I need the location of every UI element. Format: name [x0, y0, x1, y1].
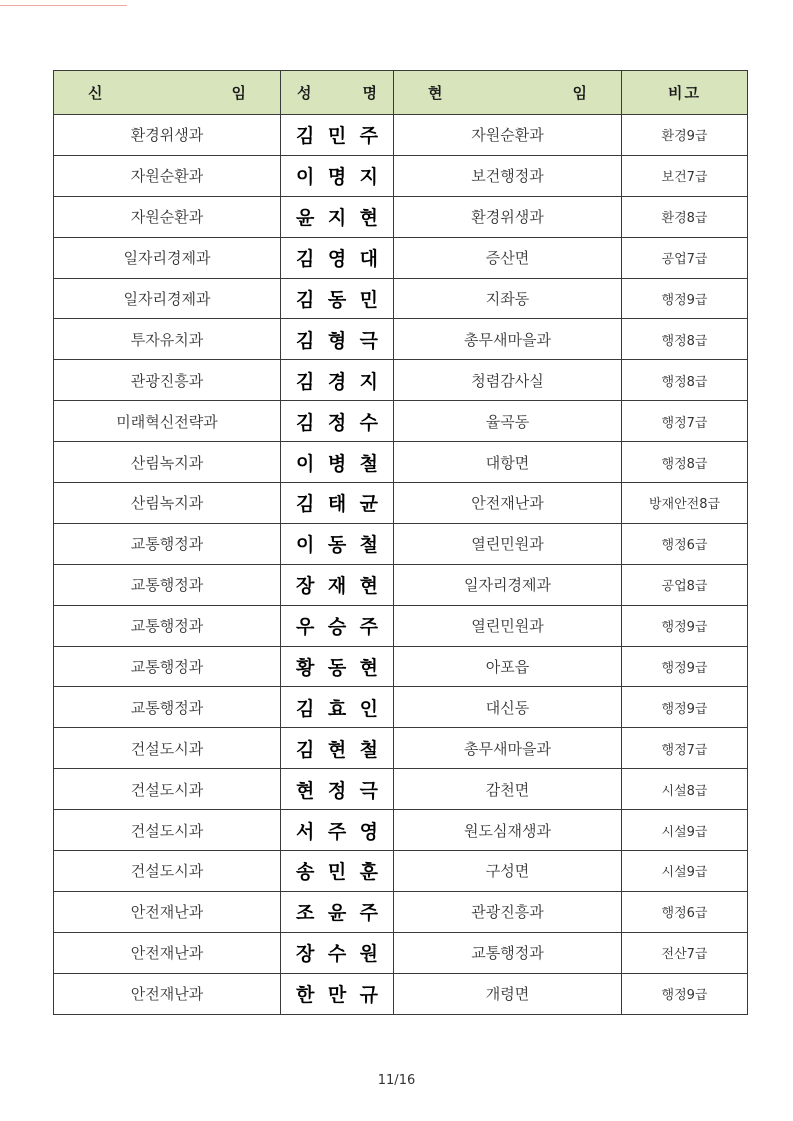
name-char: 김 — [296, 411, 315, 434]
name-char: 현 — [359, 575, 378, 598]
new-post-cell: 안전재난과 — [54, 932, 281, 973]
new-post-cell: 미래혁신전략과 — [54, 401, 281, 442]
name-char: 현 — [359, 657, 378, 680]
current-post-cell: 원도심재생과 — [394, 810, 622, 851]
new-post-cell: 환경위생과 — [54, 115, 281, 156]
note-cell: 행정6급 — [622, 891, 748, 932]
current-post-cell: 지좌동 — [394, 278, 622, 319]
name-char: 수 — [327, 943, 347, 966]
name-char: 정 — [327, 411, 347, 434]
name-characters — [281, 530, 393, 557]
new-post-cell: 건설도시과 — [54, 810, 281, 851]
name-char: 김 — [296, 248, 315, 271]
name-cell — [281, 319, 394, 360]
note-cell: 공업7급 — [622, 237, 748, 278]
name-char: 인 — [359, 697, 378, 720]
new-post-cell: 교통행정과 — [54, 605, 281, 646]
name-char: 극 — [359, 329, 378, 352]
name-char: 송 — [296, 861, 315, 884]
note-cell: 환경9급 — [622, 115, 748, 156]
name-characters — [281, 285, 393, 312]
header-note — [622, 71, 748, 115]
table-row — [54, 442, 748, 483]
table-row — [54, 646, 748, 687]
table-row — [54, 851, 748, 892]
new-post-cell: 자원순환과 — [54, 196, 281, 237]
note-cell: 공업8급 — [622, 564, 748, 605]
name-char: 이 — [296, 534, 315, 557]
name-characters — [281, 489, 393, 516]
current-post-cell: 율곡동 — [394, 401, 622, 442]
name-char: 지 — [359, 370, 378, 393]
name-characters — [281, 408, 393, 435]
table-row — [54, 891, 748, 932]
new-post-cell: 건설도시과 — [54, 851, 281, 892]
name-char: 정 — [327, 779, 347, 802]
name-cell — [281, 237, 394, 278]
name-characters — [281, 121, 393, 148]
header-current-post-char: 임 — [572, 84, 587, 102]
table-row — [54, 319, 748, 360]
name-char: 김 — [296, 329, 315, 352]
current-post-cell: 열린민원과 — [394, 605, 622, 646]
name-char: 영 — [327, 248, 347, 271]
current-post-cell: 대신동 — [394, 687, 622, 728]
name-characters — [281, 571, 393, 598]
name-cell — [281, 891, 394, 932]
name-cell — [281, 442, 394, 483]
name-cell — [281, 360, 394, 401]
note-cell: 행정9급 — [622, 278, 748, 319]
note-cell: 환경8급 — [622, 196, 748, 237]
name-char: 김 — [296, 738, 315, 761]
name-char: 이 — [296, 452, 315, 475]
note-cell: 행정7급 — [622, 728, 748, 769]
name-char: 명 — [327, 166, 347, 189]
name-char: 윤 — [296, 207, 315, 230]
table-row — [54, 360, 748, 401]
new-post-cell: 교통행정과 — [54, 523, 281, 564]
name-char: 민 — [327, 861, 347, 884]
name-char: 지 — [327, 207, 347, 230]
name-char: 철 — [359, 534, 378, 557]
name-char: 지 — [359, 166, 378, 189]
new-post-cell: 건설도시과 — [54, 728, 281, 769]
name-characters — [281, 694, 393, 721]
name-cell — [281, 851, 394, 892]
table-row — [54, 932, 748, 973]
name-characters — [281, 162, 393, 189]
name-cell — [281, 115, 394, 156]
name-characters — [281, 203, 393, 230]
name-char: 김 — [296, 370, 315, 393]
new-post-cell: 교통행정과 — [54, 564, 281, 605]
current-post-cell: 대항면 — [394, 442, 622, 483]
name-char: 장 — [296, 943, 315, 966]
name-cell — [281, 196, 394, 237]
current-post-cell: 개령면 — [394, 973, 622, 1014]
name-characters — [281, 939, 393, 966]
name-char: 민 — [327, 125, 347, 148]
current-post-cell: 구성면 — [394, 851, 622, 892]
name-cell — [281, 810, 394, 851]
name-char: 민 — [359, 289, 378, 311]
table-row — [54, 605, 748, 646]
note-cell: 행정9급 — [622, 605, 748, 646]
note-cell: 시설9급 — [622, 810, 748, 851]
name-char: 병 — [327, 452, 347, 475]
name-characters — [281, 653, 393, 680]
name-char: 황 — [296, 657, 315, 680]
name-characters — [281, 326, 393, 353]
name-char: 주 — [359, 125, 378, 148]
current-post-cell: 총무새마을과 — [394, 728, 622, 769]
name-char: 한 — [296, 984, 315, 1007]
table-row — [54, 237, 748, 278]
table-row — [54, 769, 748, 810]
name-char: 동 — [327, 657, 347, 680]
note-cell: 방재안전8급 — [622, 483, 748, 524]
name-characters — [281, 735, 393, 762]
name-char: 철 — [359, 452, 378, 475]
name-cell — [281, 523, 394, 564]
name-char: 대 — [359, 248, 378, 271]
name-char: 만 — [327, 984, 347, 1007]
current-post-cell: 환경위생과 — [394, 196, 622, 237]
name-char: 원 — [359, 943, 378, 966]
name-cell — [281, 401, 394, 442]
table-row — [54, 728, 748, 769]
table-row — [54, 973, 748, 1014]
table-row — [54, 401, 748, 442]
name-char: 김 — [296, 289, 315, 311]
note-cell: 행정8급 — [622, 319, 748, 360]
new-post-cell: 교통행정과 — [54, 687, 281, 728]
name-char: 균 — [359, 493, 378, 516]
new-post-cell: 투자유치과 — [54, 319, 281, 360]
name-cell — [281, 769, 394, 810]
current-post-cell: 일자리경제과 — [394, 564, 622, 605]
name-char: 동 — [327, 289, 347, 311]
new-post-cell: 산림녹지과 — [54, 442, 281, 483]
current-post-cell: 자원순환과 — [394, 115, 622, 156]
note-cell: 행정9급 — [622, 646, 748, 687]
new-post-cell: 산림녹지과 — [54, 483, 281, 524]
note-cell: 행정7급 — [622, 401, 748, 442]
current-post-cell: 청렴감사실 — [394, 360, 622, 401]
name-char: 현 — [327, 738, 347, 761]
name-characters — [281, 857, 393, 884]
current-post-cell: 증산면 — [394, 237, 622, 278]
table-row — [54, 523, 748, 564]
name-char: 장 — [296, 575, 315, 598]
header-new-post-char: 신 — [88, 84, 103, 102]
note-cell: 행정8급 — [622, 360, 748, 401]
note-cell: 시설9급 — [622, 851, 748, 892]
name-char: 재 — [327, 575, 347, 598]
name-char: 주 — [359, 616, 378, 639]
table-row — [54, 687, 748, 728]
name-char: 윤 — [327, 902, 347, 925]
name-char: 김 — [296, 125, 315, 148]
header-name-char: 성 — [297, 84, 312, 102]
name-char: 서 — [296, 820, 315, 843]
table-row — [54, 278, 748, 319]
name-char: 이 — [296, 166, 315, 189]
table-row — [54, 155, 748, 196]
current-post-cell: 교통행정과 — [394, 932, 622, 973]
name-cell — [281, 605, 394, 646]
note-cell: 행정8급 — [622, 442, 748, 483]
name-cell — [281, 564, 394, 605]
new-post-cell: 관광진흥과 — [54, 360, 281, 401]
name-cell — [281, 728, 394, 769]
current-post-cell: 보건행정과 — [394, 155, 622, 196]
name-cell — [281, 278, 394, 319]
name-char: 주 — [359, 902, 378, 925]
note-cell: 행정9급 — [622, 973, 748, 1014]
new-post-cell: 자원순환과 — [54, 155, 281, 196]
name-char: 철 — [359, 738, 378, 761]
new-post-cell: 일자리경제과 — [54, 237, 281, 278]
note-cell: 행정6급 — [622, 523, 748, 564]
table-body — [54, 115, 748, 1015]
header-new-post — [54, 71, 281, 115]
name-characters — [281, 817, 393, 844]
name-cell — [281, 646, 394, 687]
name-char: 동 — [327, 534, 347, 557]
name-char: 김 — [296, 493, 315, 516]
name-characters — [281, 980, 393, 1007]
corner-mark — [0, 5, 127, 6]
name-characters — [281, 776, 393, 803]
name-char: 영 — [359, 820, 378, 843]
table-row — [54, 564, 748, 605]
new-post-cell: 교통행정과 — [54, 646, 281, 687]
note-cell: 행정9급 — [622, 687, 748, 728]
new-post-cell: 안전재난과 — [54, 891, 281, 932]
table-row — [54, 115, 748, 156]
name-cell — [281, 155, 394, 196]
page-number: 11/16 — [377, 1073, 416, 1088]
name-cell — [281, 687, 394, 728]
new-post-cell: 안전재난과 — [54, 973, 281, 1014]
current-post-cell: 안전재난과 — [394, 483, 622, 524]
new-post-cell: 건설도시과 — [54, 769, 281, 810]
name-characters — [281, 898, 393, 925]
name-char: 주 — [327, 820, 347, 843]
name-char: 효 — [327, 697, 347, 720]
name-char: 현 — [296, 779, 315, 802]
table-row — [54, 810, 748, 851]
name-char: 김 — [296, 697, 315, 720]
personnel-table — [53, 70, 748, 1015]
header-current-post — [394, 71, 622, 115]
note-cell: 보건7급 — [622, 155, 748, 196]
name-characters — [281, 367, 393, 394]
name-char: 훈 — [359, 861, 378, 884]
header-name — [281, 71, 394, 115]
name-characters — [281, 449, 393, 476]
note-cell: 전산7급 — [622, 932, 748, 973]
name-char: 규 — [359, 984, 378, 1007]
name-char: 우 — [296, 616, 315, 639]
table-row — [54, 196, 748, 237]
header-note-label: 비고 — [668, 84, 701, 102]
name-char: 극 — [359, 779, 378, 802]
name-cell — [281, 973, 394, 1014]
name-char: 형 — [327, 329, 347, 352]
name-char: 조 — [296, 902, 315, 925]
name-char: 경 — [327, 370, 347, 393]
note-cell: 시설8급 — [622, 769, 748, 810]
name-characters — [281, 244, 393, 271]
header-current-post-char: 현 — [428, 84, 443, 102]
current-post-cell: 감천면 — [394, 769, 622, 810]
name-char: 태 — [327, 493, 347, 516]
name-cell — [281, 932, 394, 973]
table-header-row — [54, 71, 748, 115]
name-cell — [281, 483, 394, 524]
table-row — [54, 483, 748, 524]
current-post-cell: 관광진흥과 — [394, 891, 622, 932]
current-post-cell: 열린민원과 — [394, 523, 622, 564]
name-char: 현 — [359, 207, 378, 230]
new-post-cell: 일자리경제과 — [54, 278, 281, 319]
header-name-char: 명 — [362, 84, 377, 102]
name-char: 승 — [327, 616, 347, 639]
header-new-post-char: 임 — [231, 84, 246, 102]
name-characters — [281, 612, 393, 639]
current-post-cell: 총무새마을과 — [394, 319, 622, 360]
name-char: 수 — [359, 411, 378, 434]
current-post-cell: 아포읍 — [394, 646, 622, 687]
